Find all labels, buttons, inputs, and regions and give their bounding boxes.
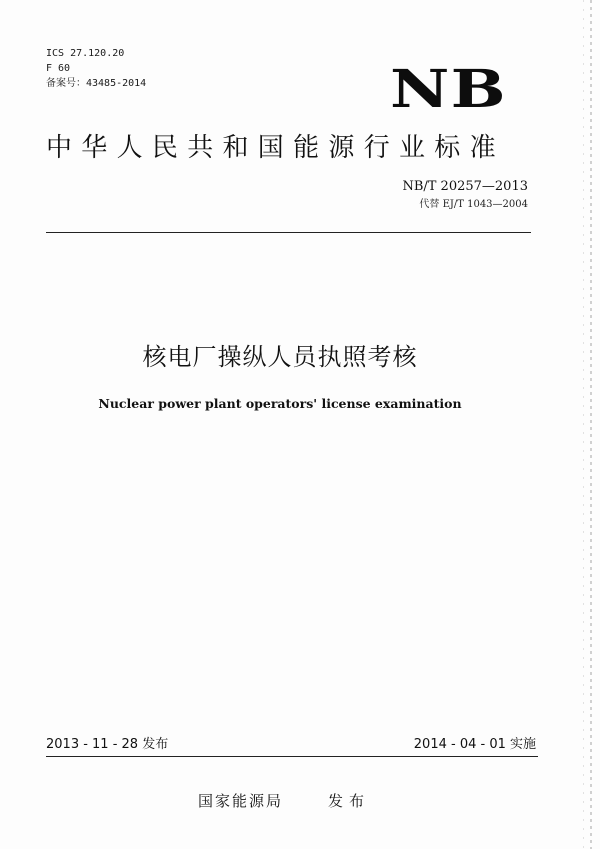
publish-label: 发布 xyxy=(328,792,371,810)
issue-date: 2013 - 11 - 28 发布 xyxy=(46,737,169,752)
top-divider xyxy=(46,232,531,233)
publisher-name: 国家能源局 xyxy=(198,792,284,810)
bottom-divider xyxy=(46,756,538,757)
record-number: 备案号：43485-2014 xyxy=(46,78,147,89)
standard-number: NB/T 20257—2013 xyxy=(402,179,528,194)
document-title-english: Nuclear power plant operators' license examination xyxy=(98,396,462,411)
category-code: F 60 xyxy=(46,63,71,74)
scan-edge-artifact xyxy=(590,0,592,849)
document-title-chinese: 核电厂操纵人员执照考核 xyxy=(142,343,418,371)
ics-code: ICS 27.120.20 xyxy=(46,48,125,59)
org-title: 中华人民共和国能源行业标准 xyxy=(46,133,505,163)
scan-edge-artifact-secondary xyxy=(583,0,584,849)
nb-logo: NB xyxy=(390,59,507,120)
implementation-date: 2014 - 04 - 01 实施 xyxy=(413,737,536,752)
replaces-standard: 代替 EJ/T 1043—2004 xyxy=(419,199,528,210)
classification-block xyxy=(46,46,146,91)
